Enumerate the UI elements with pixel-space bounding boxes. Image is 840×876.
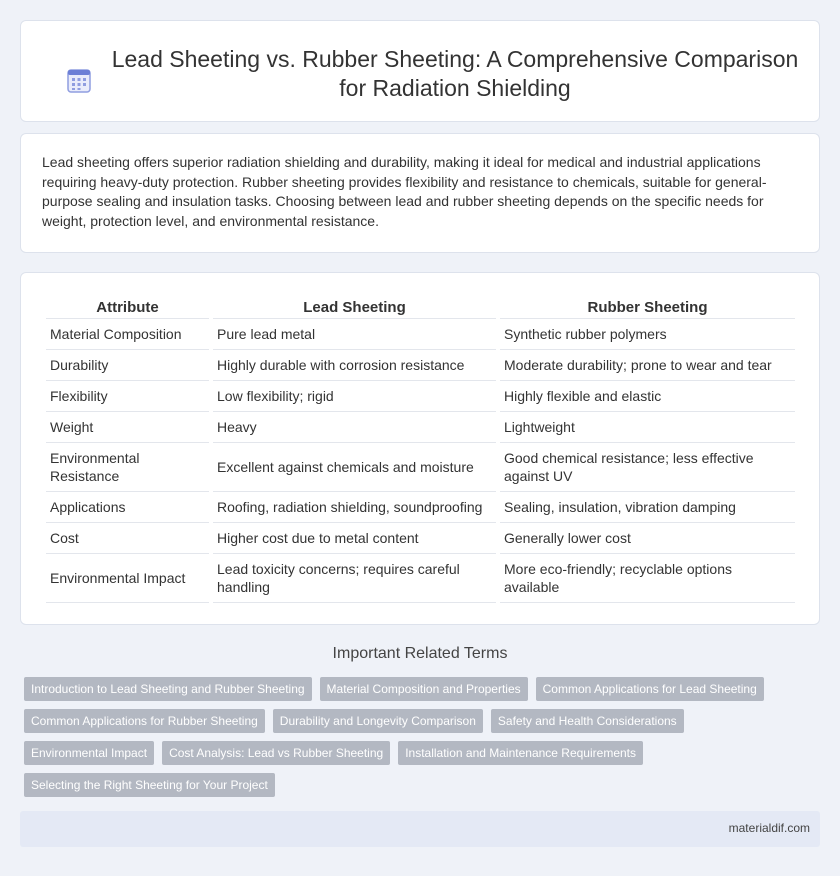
cell-lead: Pure lead metal [213, 319, 496, 350]
related-terms-heading: Important Related Terms [332, 645, 508, 662]
related-term-tag[interactable]: Durability and Longevity Comparison [273, 709, 483, 733]
intro-card [20, 133, 820, 253]
table-row [46, 319, 795, 350]
related-term-tag[interactable]: Common Applications for Rubber Sheeting [24, 709, 265, 733]
related-terms-list [24, 677, 794, 797]
comparison-card [20, 272, 820, 625]
cell-attribute: Cost [46, 523, 209, 554]
cell-attribute: Material Composition [46, 319, 209, 350]
table-row [46, 350, 795, 381]
cell-lead: Higher cost due to metal content [213, 523, 496, 554]
table-row [46, 412, 795, 443]
cell-attribute: Durability [46, 350, 209, 381]
related-term-tag[interactable]: Installation and Maintenance Requirements [398, 741, 643, 765]
table-row [46, 443, 795, 492]
table-row [46, 523, 795, 554]
header-attribute: Attribute [46, 295, 209, 319]
cell-attribute: Applications [46, 492, 209, 523]
cell-attribute: Environmental Impact [46, 554, 209, 603]
page-title: Lead Sheeting vs. Rubber Sheeting: A Comprehensive Comparison for Radiation Shielding [111, 46, 799, 101]
table-row [46, 554, 795, 603]
related-term-tag[interactable]: Environmental Impact [24, 741, 154, 765]
cell-rubber: Lightweight [500, 412, 795, 443]
footer-bar [20, 811, 820, 847]
comparison-table [42, 295, 799, 603]
cell-lead: Highly durable with corrosion resistance [213, 350, 496, 381]
intro-paragraph: Lead sheeting offers superior radiation shielding and durability, making it ideal for medical and industrial applications requiring heavy-duty protection. Rubber sheeting provides flexibility and resistance to chemicals, suitable for general-purpose sealing and insulation tasks. Choosing between lead and rubber sheeting depends on the specific needs for weight, protection level, and environmental resistance. [42, 154, 767, 229]
cell-attribute: Environmental Resistance [46, 443, 209, 492]
cell-lead: Roofing, radiation shielding, soundproofing [213, 492, 496, 523]
related-term-tag[interactable]: Safety and Health Considerations [491, 709, 684, 733]
cell-lead: Lead toxicity concerns; requires careful handling [213, 554, 496, 603]
table-row [46, 492, 795, 523]
cell-lead: Heavy [213, 412, 496, 443]
related-term-tag[interactable]: Cost Analysis: Lead vs Rubber Sheeting [162, 741, 390, 765]
cell-attribute: Weight [46, 412, 209, 443]
cell-attribute: Flexibility [46, 381, 209, 412]
table-header-row [46, 295, 795, 319]
header-rubber-sheeting: Rubber Sheeting [500, 295, 795, 319]
cell-rubber: Sealing, insulation, vibration damping [500, 492, 795, 523]
table-row [46, 381, 795, 412]
related-term-tag[interactable]: Selecting the Right Sheeting for Your Project [24, 773, 275, 797]
cell-rubber: Synthetic rubber polymers [500, 319, 795, 350]
related-term-tag[interactable]: Common Applications for Lead Sheeting [536, 677, 764, 701]
cell-lead: Excellent against chemicals and moisture [213, 443, 496, 492]
related-term-tag[interactable]: Material Composition and Properties [320, 677, 528, 701]
title-card [20, 20, 820, 122]
cell-rubber: Moderate durability; prone to wear and tear [500, 350, 795, 381]
calendar-icon [67, 67, 91, 93]
header-lead-sheeting: Lead Sheeting [213, 295, 496, 319]
cell-rubber: Generally lower cost [500, 523, 795, 554]
cell-rubber: Highly flexible and elastic [500, 381, 795, 412]
related-term-tag[interactable]: Introduction to Lead Sheeting and Rubber Sheeting [24, 677, 312, 701]
cell-rubber: More eco-friendly; recyclable options available [500, 554, 795, 603]
cell-rubber: Good chemical resistance; less effective against UV [500, 443, 795, 492]
cell-lead: Low flexibility; rigid [213, 381, 496, 412]
footer-site-link[interactable]: materialdif.com [728, 821, 810, 835]
